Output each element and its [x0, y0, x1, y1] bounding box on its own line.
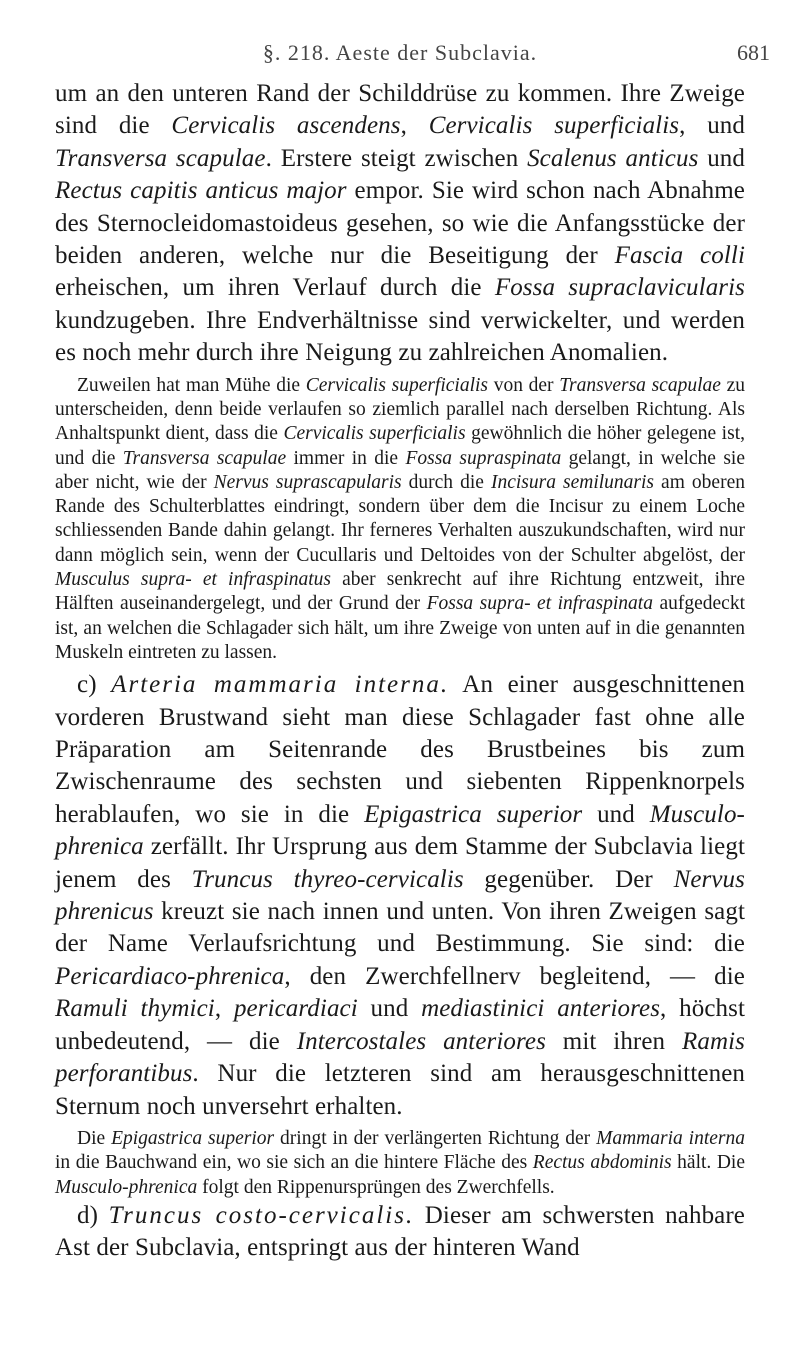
text-run: von der [488, 374, 560, 396]
text-run: durch die [401, 471, 491, 493]
latin-term: Nervus phrenicus [55, 865, 745, 926]
text-run: gewöhnlich die höher gelegene ist, und die [55, 423, 745, 469]
latin-term: Rectus capitis anticus major [55, 177, 347, 205]
text-run: , den Zwerchfellnerv begleitend, — die [284, 962, 745, 990]
text-run: Dieser am schwersten nahbare Ast der Subclavia, entspringt aus der hinteren Wand [55, 1201, 745, 1262]
paragraph-continuation [55, 78, 745, 370]
text-run: An einer ausgeschnittenen vorderen Brustwand sieht man diese Schlagader fast ohne alle Präparation am Seitenrande des Brustbeines bis zum Zwischenraume des sechsten und siebenten Rippenknorpels herablaufen, wo sie in die [55, 671, 745, 828]
latin-term: Intercostales anteriores [296, 1027, 546, 1055]
latin-term: Epigastrica superior [111, 1127, 275, 1149]
text-run: aber senkrecht auf ihre Richtung entzweit, ihre Hälften auseinandergelegt, und der Grund der [55, 569, 745, 615]
latin-term: mediastinici anteriores [421, 995, 661, 1023]
latin-term: Fossa supraspinata [405, 447, 562, 469]
text-run: und [357, 995, 422, 1023]
text-run: in die Bauchwand ein, wo sie sich an die hintere Fläche des [55, 1152, 533, 1174]
text-run: Die [77, 1127, 112, 1149]
latin-term: Ramis perforantibus [55, 1027, 745, 1088]
page-body [55, 78, 745, 1265]
text-run: , [214, 995, 234, 1023]
text-run: , [400, 112, 429, 140]
text-run: . Erstere steigt zwischen [265, 144, 528, 172]
latin-term: Transversa scapulae [559, 374, 721, 396]
text-run: Zuweilen hat man Mühe die [77, 374, 306, 396]
text-run: aufgedeckt ist, an welchen die Schlagader sich hält, um ihre Zweige von unten auf in die genannten Muskeln eintreten zu lassen. [55, 593, 745, 663]
section-heading: Truncus costo-cervicalis. [108, 1201, 415, 1229]
text-run: gegenüber. Der [463, 865, 674, 893]
text-run: kreuzt sie nach innen und unten. Von ihren Zweigen sagt der Name Verlaufsrichtung und Bestimmung. Sie sind: die [55, 898, 745, 958]
running-head [0, 40, 800, 80]
section-truncus-costo-cervicalis [55, 1200, 745, 1265]
latin-term: Truncus thyreo-cervicalis [191, 865, 464, 893]
text-run: zu unterscheiden, denn beide verlaufen so ziemlich parallel nach derselben Richtung. Als Anhaltspunkt dient, dass die [55, 374, 745, 445]
text-run: dringt in der verlängerten Richtung der [274, 1127, 597, 1149]
running-head-title: §. 218. Aeste der Subclavia. [262, 40, 538, 65]
latin-term: Ramuli thymici [55, 995, 215, 1023]
text-run: um an den unteren Rand der Schilddrüse zu kommen. Ihre Zweige sind die [55, 80, 745, 140]
text-run: zerfällt. Ihr Ursprung aus dem Stamme der Subclavia liegt jenem des [55, 833, 745, 893]
text-run: d) [77, 1201, 109, 1229]
text-run: erheischen, um ihren Verlauf durch die [55, 274, 495, 302]
latin-term: Rectus abdominis [532, 1152, 672, 1174]
latin-term: Cervicalis superficialis [305, 374, 489, 396]
text-run: am oberen Rande des Schulterblattes eindringt, sondern über dem die Incisur zu einem Loche schliessenden Bande dahin gelangt. Ihr ferneres Verhalten auszukundschaften, wird nur dann möglich sein, wenn der Cucullaris und Deltoides von der Schulter abgelöst, der [55, 471, 745, 566]
latin-term: Scalenus anticus [527, 144, 699, 172]
latin-term: Musculus supra- et infraspinatus [55, 569, 331, 591]
text-run: und [698, 144, 746, 172]
latin-term: Cervicalis superficialis [283, 423, 466, 445]
latin-term: Mammaria interna [596, 1127, 746, 1149]
latin-term: Pericardiaco-phrenica [55, 962, 285, 990]
note-paragraph-cervicalis [55, 374, 745, 666]
section-heading: Arteria mammaria interna. [111, 671, 450, 699]
text-run: kundzugeben. Ihre Endverhältnisse sind verwickelter, und werden es noch mehr durch ihre Neigung zu zahlreichen Anomalien. [55, 306, 745, 367]
latin-term: Transversa scapulae [55, 144, 266, 172]
text-run: hält. Die [671, 1152, 745, 1174]
text-run: folgt den Rippenursprüngen des Zwerchfells. [197, 1176, 555, 1198]
latin-term: Cervicalis superficialis [428, 112, 680, 140]
latin-term: pericardiaci [233, 995, 358, 1023]
page-number: 681 [737, 40, 770, 65]
latin-term: Epigastrica superior [364, 800, 583, 828]
text-run: , und [679, 112, 746, 140]
latin-term: Musculo-phrenica [55, 1176, 198, 1198]
latin-term: Transversa scapulae [122, 447, 287, 469]
text-run: , höchst unbedeutend, — die [55, 995, 746, 1055]
text-run: c) [77, 671, 112, 699]
text-run: . Nur die letzteren sind am herausgeschnittenen Sternum noch unversehrt erhalten. [55, 1060, 745, 1120]
text-run: empor. Sie wird schon nach Abnahme des Sternocleidomastoideus gesehen, so wie die Anfangsstücke der beiden anderen, welche nur die Beseitigung der [55, 177, 746, 270]
latin-term: Fossa supra- et infraspinata [426, 593, 653, 615]
latin-term: Incisura semilunaris [490, 471, 655, 493]
latin-term: Cervicalis ascendens [171, 112, 401, 140]
latin-term: Fossa supraclavicularis [494, 274, 745, 302]
text-run: und [582, 800, 650, 828]
text-run: gelangt, in welche sie aber nicht, wie der [55, 447, 745, 493]
latin-term: Fascia colli [614, 242, 745, 270]
section-mammaria-interna [55, 669, 745, 1123]
latin-term: Musculo-phrenica [55, 800, 745, 861]
note-paragraph-epigastrica [55, 1127, 745, 1200]
latin-term: Nervus suprascapularis [213, 471, 402, 493]
text-run: immer in die [286, 447, 406, 469]
text-run: mit ihren [545, 1027, 682, 1055]
